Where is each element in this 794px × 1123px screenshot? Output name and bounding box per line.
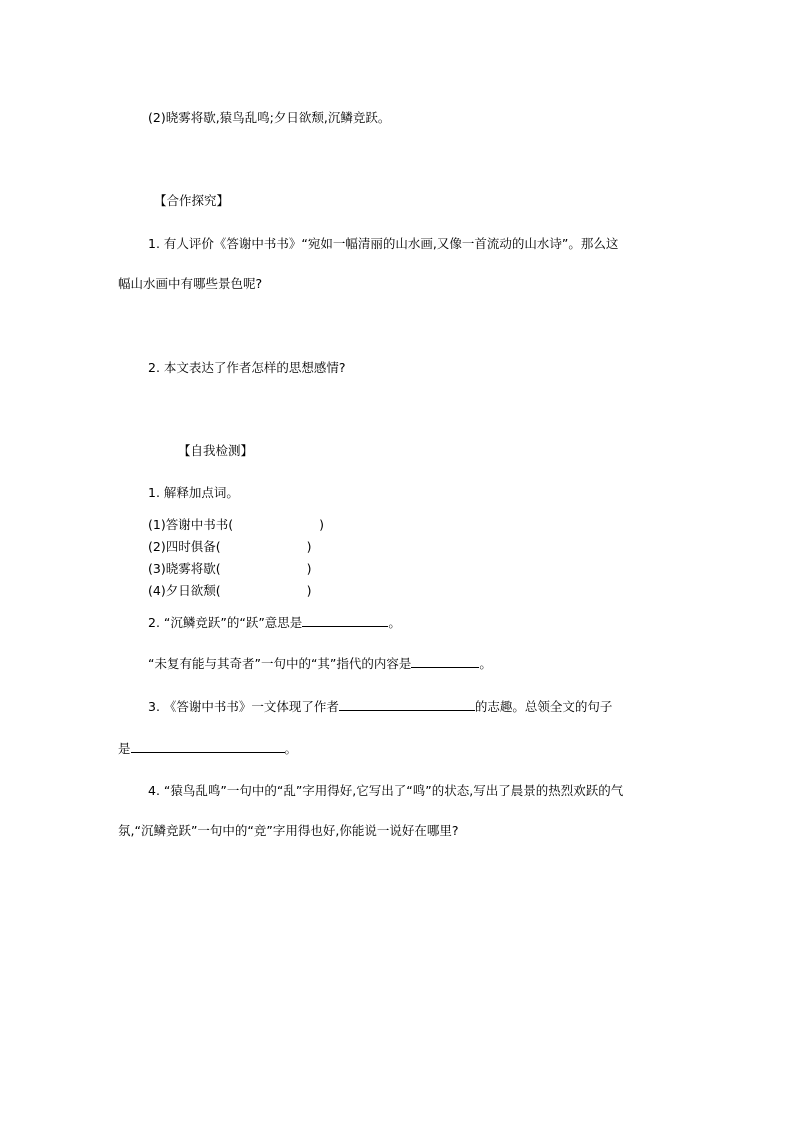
self-question-3-line-2 — [118, 740, 297, 758]
question-punctuation: 。 — [284, 741, 298, 756]
vocab-item-text: (1)答谢中书书( — [148, 517, 234, 532]
vocab-item-4 — [148, 582, 311, 600]
section-heading-self-check: 【自我检测】 — [178, 443, 254, 458]
self-question-4-line-2: 氛,“沉鳞竞跃”一句中的“竞”字用得也好,你能说一说好在哪里? — [118, 823, 459, 838]
vocab-item-close-paren: ) — [306, 561, 312, 576]
vocab-item-text: (4)夕日欲颓( — [148, 583, 221, 598]
vocab-item-1 — [148, 516, 324, 534]
vocab-item-text: (2)四时俱备( — [148, 539, 221, 554]
vocab-item-close-paren: ) — [306, 539, 312, 554]
section-heading-cooperative-inquiry: 【合作探究】 — [154, 193, 230, 208]
text-line-sentence-2: (2)晓雾将歇,猿鸟乱鸣;夕日欲颓,沉鳞竞跃。 — [148, 110, 391, 125]
self-question-4-line-1: 4. “猿鸟乱鸣”一句中的“乱”字用得好,它写出了“鸣”的状态,写出了晨景的热烈欢跃的气 — [148, 783, 624, 798]
question-1-line-1: 1. 有人评价《答谢中书书》“宛如一幅清丽的山水画,又像一首流动的山水诗”。那么这 — [148, 236, 619, 251]
vocab-item-close-paren: ) — [319, 517, 324, 532]
question-punctuation: 。 — [388, 615, 401, 630]
answer-blank[interactable] — [411, 655, 479, 668]
question-2: 2. 本文表达了作者怎样的思想感情? — [148, 360, 346, 375]
self-question-2a — [148, 614, 401, 632]
vocab-item-close-paren: ) — [306, 583, 312, 598]
question-text: 2. “沉鳞竞跃”的“跃”意思是 — [148, 615, 303, 630]
question-text: 是 — [118, 741, 131, 756]
self-question-3-line-1 — [148, 698, 612, 716]
answer-blank[interactable] — [339, 698, 475, 711]
answer-blank[interactable] — [131, 740, 285, 753]
question-text: 的志趣。总领全文的句子 — [474, 699, 613, 714]
vocab-item-3 — [148, 560, 311, 578]
question-text: “未复有能与其奇者”一句中的“其”指代的内容是 — [148, 656, 412, 671]
answer-blank[interactable] — [302, 614, 388, 627]
question-text: 3. 《答谢中书书》一文体现了作者 — [148, 699, 339, 714]
self-question-2b — [148, 655, 492, 673]
vocab-item-text: (3)晓雾将歇( — [148, 561, 221, 576]
question-punctuation: 。 — [479, 656, 492, 671]
vocab-item-2 — [148, 538, 311, 556]
self-question-1: 1. 解释加点词。 — [148, 485, 239, 500]
question-1-line-2: 幅山水画中有哪些景色呢? — [118, 276, 263, 291]
